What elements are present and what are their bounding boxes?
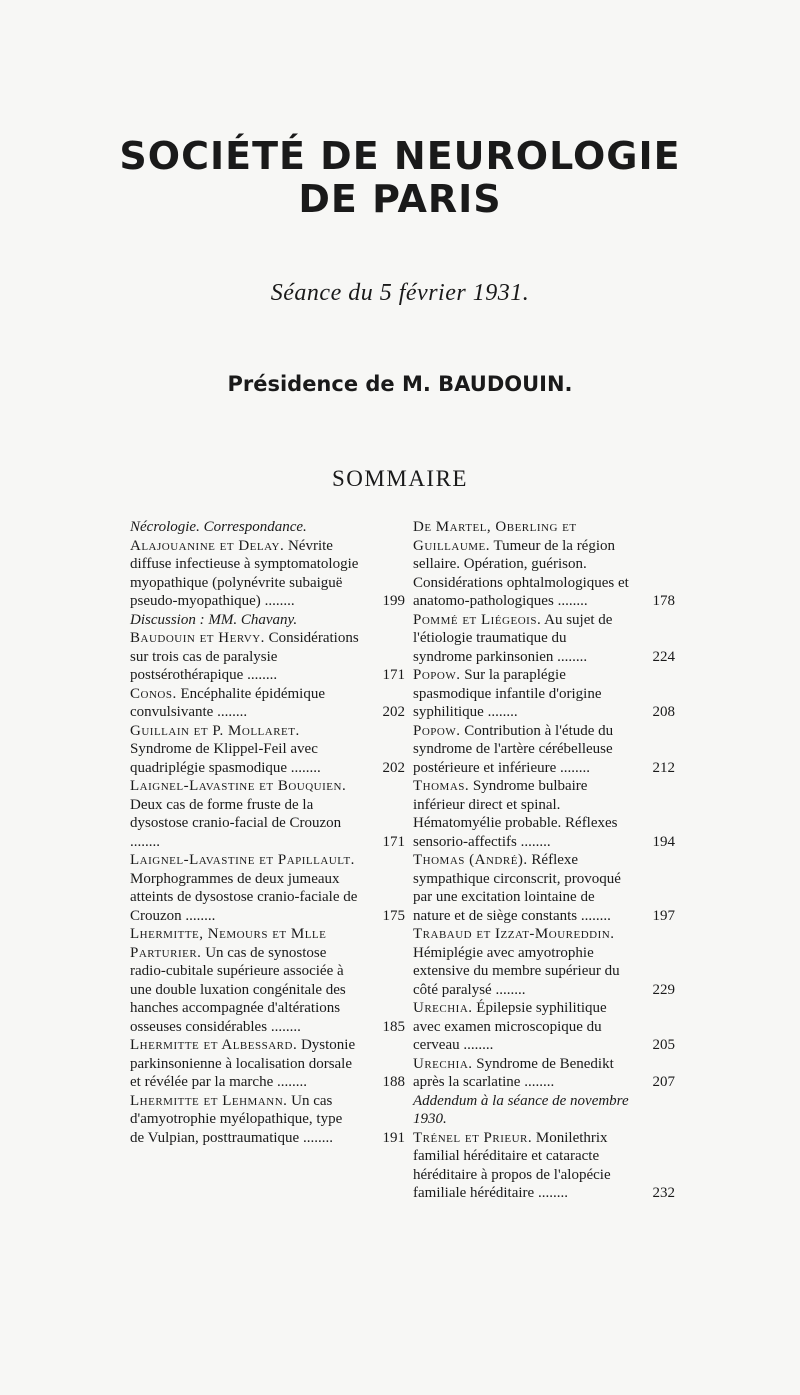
entry-title: Contribution à l'étude du syndrome de l'artère cérébelleuse postérieure et inférieure (413, 722, 614, 776)
entry-title: Addendum à la séance de novembre 1930. (413, 1092, 629, 1127)
entry-page: 175 (382, 907, 405, 924)
entry-page: 171 (382, 833, 405, 850)
session-date: Séance du 5 février 1931. (270, 280, 530, 306)
summary-entry: Urechia. Syndrome de Benedikt après la scarlatine ........ 207 (413, 1055, 675, 1090)
summary-entry: Pommé et Liégeois. Au sujet de l'étiologie traumatique du syndrome parkinsonien ........ 224 (413, 611, 675, 665)
entry-page: 171 (382, 667, 405, 683)
presidency: Présidence de M. BAUDOUIN. (227, 372, 573, 396)
entry-page: 212 (652, 759, 675, 776)
summary-entry (413, 1092, 675, 1129)
entry-title: Hémiplégie avec amyotrophie extensive du membre supérieur du côté paralysé (413, 944, 620, 998)
entry-page: 202 (382, 704, 405, 720)
entry-page: 208 (652, 704, 675, 720)
summary-entry: Popow. Contribution à l'étude du syndrome de l'artère cérébelleuse postérieure et inférieure ........ 212 (413, 722, 675, 776)
entry-page: 194 (652, 833, 675, 850)
entry-title: Discussion : MM. Chavany. (130, 611, 298, 628)
entry-authors: Pommé et Liégeois. (413, 611, 542, 628)
entry-authors: Alajouanine et Delay. (130, 537, 285, 554)
entry-authors: Thomas. (413, 778, 470, 794)
entry-page: 188 (382, 1074, 405, 1090)
journal-title-line-1: SOCIÉTÉ DE NEUROLOGIE (119, 134, 681, 178)
entry-title: Morphogrammes de deux jumeaux atteints de dysostose cranio-faciale de Crouzon (130, 870, 358, 924)
entry-title: Syndrome de Klippel-Feil avec quadriplégie spasmodique (130, 741, 318, 776)
summary-entry: Lhermitte et Lehmann. Un cas d'amyotrophie myélopathique, type de Vulpian, posttraumatique ........ 191 (130, 1092, 405, 1146)
entry-title: Monilethrix familial héréditaire et cataracte héréditaire à propos de l'alopécie familiale héréditaire (413, 1129, 611, 1201)
entry-authors: Thomas (André). (413, 852, 528, 868)
entry-title: Tumeur de la région sellaire. Opération, guérison. Considérations ophtalmologiques et anatomo-pathologiques (413, 537, 629, 609)
entry-authors: Laignel-Lavastine et Papillault. (130, 852, 355, 868)
entry-title: Un cas d'amyotrophie myélopathique, type de Vulpian, posttraumatique (130, 1092, 343, 1146)
entry-title: Considérations sur trois cas de paralysie postsérothérapique (130, 630, 359, 683)
entry-title: Dystonie parkinsonienne à localisation dorsale et révélée par la marche (130, 1037, 356, 1090)
summary-entry: Laignel-Lavastine et Bouquien. Deux cas de forme fruste de la dysostose cranio-facial de Crouzon ........ 171 (130, 778, 405, 850)
entry-page: 205 (652, 1037, 675, 1053)
entry-authors: Popow. (413, 667, 461, 683)
summary-entry: Trénel et Prieur. Monilethrix familial héréditaire et cataracte héréditaire à propos de l'alopécie familiale héréditaire ........ 232 (413, 1129, 675, 1201)
summary-right-column (413, 518, 675, 1203)
entry-title: Sur la paraplégie spasmodique infantile d'origine syphilitique (413, 667, 602, 720)
journal-title-line-2: DE PARIS (298, 177, 502, 221)
entry-page: 197 (652, 907, 675, 924)
entry-title: Épilepsie syphilitique avec examen microscopique du cerveau (413, 1000, 607, 1053)
entry-authors: Trabaud et Izzat-Moureddin. (413, 926, 615, 942)
entry-authors: Guillain et P. Mollaret. (130, 722, 300, 739)
summary-entry: Conos. Encéphalite épidémique convulsivante ........ 202 (130, 685, 405, 720)
summary-entry: Laignel-Lavastine et Papillault. Morphogrammes de deux jumeaux atteints de dysostose cranio-faciale de Crouzon ........ 175 (130, 852, 405, 924)
entry-authors: Popow. (413, 722, 461, 739)
entry-authors: Trénel et Prieur. (413, 1129, 533, 1146)
entry-page: 202 (382, 759, 405, 776)
entry-title: Encéphalite épidémique convulsivante (130, 685, 325, 720)
summary-entry: Trabaud et Izzat-Moureddin. Hémiplégie avec amyotrophie extensive du membre supérieur du côté paralysé ........ 229 (413, 926, 675, 998)
summary-entry: Alajouanine et Delay. Névrite diffuse infectieuse à symptomatologie myopathique (polynévrite subaiguë pseudo-myopathique) ........ 199 (130, 537, 405, 609)
entry-authors: Urechia. (413, 1000, 473, 1016)
entry-authors: De Martel, Oberling et Guillaume. (413, 519, 577, 554)
entry-title: Nécrologie. Correspondance. (130, 519, 307, 535)
entry-authors: Urechia. (413, 1055, 473, 1072)
summary-entry: Baudouin et Hervy. Considérations sur trois cas de paralysie postsérothérapique ........ 171 (130, 630, 405, 683)
entry-page: 232 (652, 1185, 675, 1201)
entry-page: 224 (652, 648, 675, 665)
entry-page: 207 (652, 1074, 675, 1090)
entry-authors: Baudouin et Hervy. (130, 630, 265, 646)
entry-title: Syndrome de Benedikt après la scarlatine (413, 1055, 614, 1090)
summary-heading: SOMMAIRE (332, 466, 468, 491)
entry-authors: Laignel-Lavastine et Bouquien. (130, 778, 347, 794)
summary-entry: Lhermitte et Albessard. Dystonie parkinsonienne à localisation dorsale et révélée par la marche ........ 188 (130, 1037, 405, 1090)
summary-entry: Urechia. Épilepsie syphilitique avec examen microscopique du cerveau ........ 205 (413, 1000, 675, 1053)
summary-entry (130, 611, 405, 630)
entry-title: Au sujet de l'étiologie traumatique du syndrome parkinsonien (413, 611, 613, 665)
summary-entry: Thomas (André). Réflexe sympathique circonscrit, provoqué par une excitation lointaine de nature et de siège constants ........ 197 (413, 852, 675, 924)
summary-entry: Thomas. Syndrome bulbaire inférieur direct et spinal. Hématomyélie probable. Réflexes sensorio-affectifs ........ 194 (413, 778, 675, 850)
entry-authors: Lhermitte, Nemours et Mlle Parturier. (130, 926, 327, 961)
entry-page: 178 (652, 593, 675, 609)
entry-authors: Conos. (130, 685, 177, 702)
summary-left-column (130, 518, 405, 1147)
summary-entry (130, 518, 405, 537)
entry-authors: Lhermitte et Albessard. (130, 1037, 298, 1053)
entry-page: 229 (652, 981, 675, 998)
entry-authors: Lhermitte et Lehmann. (130, 1092, 288, 1109)
entry-title: Réflexe sympathique circonscrit, provoqué par une excitation lointaine de nature et de siège constants (413, 852, 621, 924)
summary-entry: Guillain et P. Mollaret. Syndrome de Klippel-Feil avec quadriplégie spasmodique ........ 202 (130, 722, 405, 776)
summary-entry: Lhermitte, Nemours et Mlle Parturier. Un cas de synostose radio-cubitale supérieure associée à une double luxation congénitale des hanches accompagnée d'altérations osseuses considérables ........ 185 (130, 926, 405, 1035)
entry-page: 199 (382, 593, 405, 609)
entry-title: Un cas de synostose radio-cubitale supérieure associée à une double luxation congénitale des hanches accompagnée d'altérations osseuses considérables (130, 944, 346, 1035)
entry-title: Névrite diffuse infectieuse à symptomatologie myopathique (polynévrite subaiguë pseudo-myopathique) (130, 537, 359, 609)
summary-entry: Popow. Sur la paraplégie spasmodique infantile d'origine syphilitique ........ 208 (413, 667, 675, 720)
entry-title: Syndrome bulbaire inférieur direct et spinal. Hématomyélie probable. Réflexes sensorio-affectifs (413, 778, 618, 850)
entry-page: 191 (382, 1129, 405, 1146)
summary-entry: De Martel, Oberling et Guillaume. Tumeur de la région sellaire. Opération, guérison. Considérations ophtalmologiques et anatomo-pathologiques ........ 178 (413, 519, 675, 609)
entry-page: 185 (382, 1018, 405, 1035)
entry-title: Deux cas de forme fruste de la dysostose cranio-facial de Crouzon (130, 796, 342, 831)
